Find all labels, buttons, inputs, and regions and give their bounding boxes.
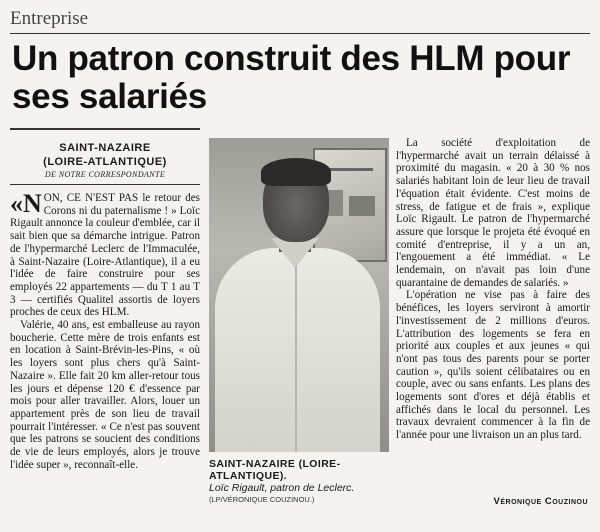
lead-text: ON, CE N'EST PAS le retour des Corons ni du paternalisme ! » Loïc Rigault annonce la couleur d'emblée, car il sait bien que sa démarche intrigue. Patron de l'hypermarché Leclerc de l'Immaculée, à Saint-Nazaire (Loire-Atlantique), il a eu l'idée de faire construire pour ses employés 22 appartements — du T 1 au T 3 — certifiés Qualitel assortis de loyers proches de ceux des HLM. <box>10 192 200 319</box>
paragraph-terrain: La société d'exploitation de l'hypermarché avait un terrain délaissé à proximité du magasin. « 20 à 30 % nos salariés habitant loin de leur lieu de travail l'équation était évidente. C'est moins de stress, de fatigue et de frais », explique Loïc Rigault. Le patron de l'hypermarché assure que lorsque le projeta été évoqué en comité d'entreprise, il y a un an, l'engouement a été immédiat. « Le lendemain, on n'avait pas loin d'une quarantaine de demandes de salariés. » <box>396 137 590 289</box>
article-column-left <box>10 189 200 471</box>
paragraph-operation: L'opération ne vise pas à faire des bénéfices, les loyers serviront à amortir l'investissement de 2 millions d'euros. L'attribution des logements se fera en priorité aux couples et aux jeunes « qui n'ont pas tous des parents pour se porter caution », qu'ils soient célibataires ou en couple, avec ou sans enfants. Les plans des logements sont d'ores et déjà établis et affichés dans le local du personnel. Les travaux devraient commencer à la fin de l'année pour une livraison un an plus tard. <box>396 289 590 442</box>
author-signature: Véronique Couzinou <box>493 496 588 507</box>
lead-paragraph <box>10 189 200 319</box>
dateline-correspondent: DE NOTRE CORRESPONDANTE <box>44 170 166 179</box>
photo-placket <box>295 266 297 452</box>
top-rule <box>10 33 590 34</box>
dateline <box>10 141 200 181</box>
photo-shirt <box>215 248 380 452</box>
dateline-region: (LOIRE-ATLANTIQUE) <box>43 156 167 168</box>
paragraph-valerie: Valérie, 40 ans, est emballeuse au rayon boucherie. Cette mère de trois enfants est en location à Saint-Brévin-les-Pins, « où les loyers sont plus chers qu'à Saint-Nazaire ». Elle fait 20 km aller-retour tous les jours et dépense 120 € d'essence par mois pour aller travailler. Alors, louer un appartement près de son lieu de travail pourrait l'intéresser. « Ce n'est pas souvent que les patrons se soucient des conditions de vie de leurs employés, alors je trouve l'idée super », reconnaît-elle. <box>10 319 200 471</box>
dateline-city: SAINT-NAZAIRE <box>59 142 151 154</box>
caption-city: SAINT-NAZAIRE (LOIRE-ATLANTIQUE). <box>209 458 341 482</box>
dateline-rule-bottom <box>10 184 200 185</box>
photo-hair <box>261 158 331 186</box>
dateline-rule-top <box>10 128 200 130</box>
caption-credit: (LP/VÉRONIQUE COUZINOU.) <box>209 495 315 504</box>
portrait-photo <box>209 138 389 452</box>
caption-text: Loïc Rigault, patron de Leclerc. <box>209 482 355 494</box>
section-rubric: Entreprise <box>10 8 89 29</box>
article-column-right <box>396 137 590 442</box>
photo-caption <box>209 458 394 505</box>
headline: Un patron construit des HLM pour ses salariés <box>12 39 571 116</box>
lead-drop-quote: «N <box>10 189 42 218</box>
